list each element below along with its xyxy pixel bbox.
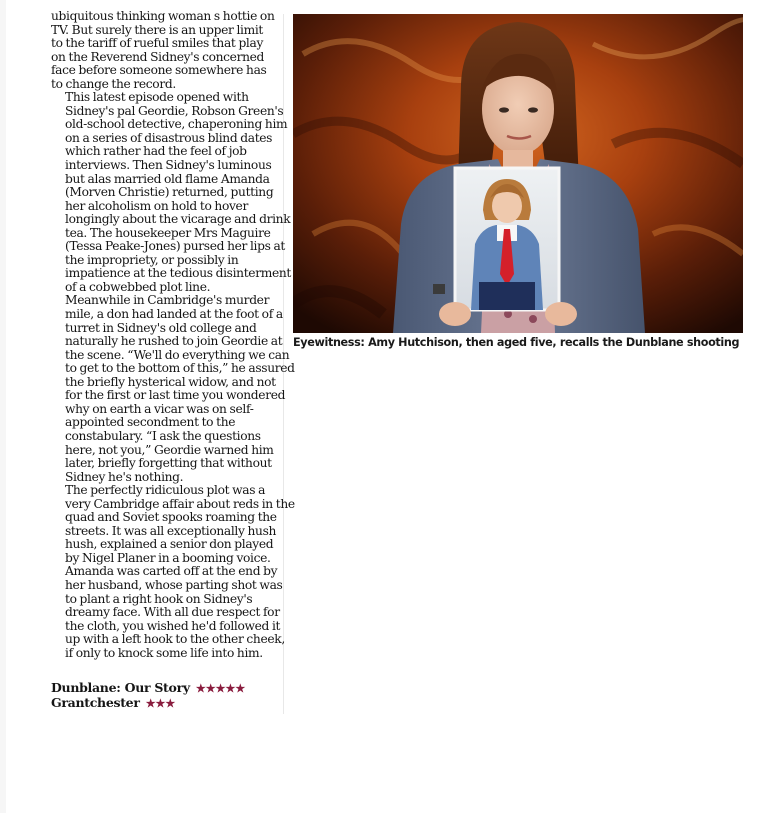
review-ratings — [51, 681, 283, 711]
rating-row — [51, 696, 283, 711]
text-line: if only to knock some life into him. — [65, 645, 263, 660]
text-line: Sidney's pal Geordie, Robson Green's — [65, 103, 284, 118]
text-line: her alcoholism on hold to hover — [65, 198, 248, 213]
rating-row — [51, 681, 283, 696]
page-edge-shadow — [0, 0, 6, 813]
text-line: naturally he rushed to join Geordie at — [65, 334, 283, 349]
text-line: appointed secondment to the — [65, 415, 236, 430]
text-line: to get to the bottom of this,” he assured — [65, 361, 295, 376]
star-rating-icon: ★★★ — [145, 697, 176, 710]
text-line: on the Reverend Sidney's concerned — [51, 49, 265, 64]
text-line: for the first or last time you wondered — [65, 388, 286, 403]
text-line: the scene. “We'll do everything we can — [65, 347, 290, 362]
text-line: face before someone somewhere has — [51, 63, 267, 78]
text-line: the cloth, you wished he'd followed it — [65, 618, 281, 633]
text-line: dreamy face. With all due respect for — [65, 605, 280, 620]
text-line: Meanwhile in Cambridge's murder — [65, 293, 270, 308]
text-line: old-school detective, chaperoning him — [65, 117, 288, 132]
text-line: by Nigel Planer in a booming voice. — [65, 550, 271, 565]
text-line: to change the record. — [51, 76, 176, 91]
text-line: later, briefly forgetting that without — [65, 456, 272, 471]
article-paragraph — [51, 483, 295, 660]
left-eye — [499, 107, 509, 112]
left-hand — [439, 302, 471, 326]
text-line: The perfectly ridiculous plot was a — [65, 483, 266, 498]
star-rating-icon: ★★★★★ — [195, 682, 246, 695]
text-line: on a series of disastrous blind dates — [65, 130, 273, 145]
text-line: Sidney he's nothing. — [65, 469, 184, 484]
text-line: the briefly hysterical widow, and not — [65, 374, 276, 389]
text-line: longingly about the vicarage and drink — [65, 212, 291, 227]
right-hand — [545, 302, 577, 326]
text-line: to plant a right hook on Sidney's — [65, 591, 253, 606]
text-line: quad and Soviet spooks roaming the — [65, 510, 277, 525]
text-line: up with a left hook to the other cheek, — [65, 632, 285, 647]
text-line: turret in Sidney's old college and — [65, 320, 257, 335]
text-line: (Tessa Peake-Jones) pursed her lips at — [65, 239, 285, 254]
text-line: tea. The housekeeper Mrs Maguire — [65, 225, 271, 240]
text-line: (Morven Christie) returned, putting — [65, 185, 274, 200]
photo-caption: Eyewitness: Amy Hutchison, then aged five, recalls the Dunblane shooting — [293, 336, 740, 349]
text-line: TV. But surely there is an upper limit — [51, 22, 263, 37]
text-line: ubiquitous thinking woman s hottie on — [51, 9, 275, 23]
article-paragraph — [51, 293, 295, 484]
text-line: but alas married old flame Amanda — [65, 171, 270, 186]
text-line: here, not you,” Geordie warned him — [65, 442, 274, 457]
text-line: the impropriety, or possibly in — [65, 252, 239, 267]
text-line: which rather had the feel of job — [65, 144, 247, 159]
article-paragraph — [51, 10, 283, 91]
text-line: constabulary. “I ask the questions — [65, 428, 261, 443]
text-line: Amanda was carted off at the end by — [65, 564, 278, 579]
text-line: mile, a don had landed at the foot of a — [65, 307, 283, 322]
text-line: impatience at the tedious disinterment — [65, 266, 291, 281]
text-line: very Cambridge affair about reds in the — [65, 496, 295, 511]
text-line: her husband, whose parting shot was — [65, 577, 283, 592]
text-line: of a cobwebbed plot line. — [65, 279, 211, 294]
text-line: This latest episode opened with — [65, 90, 249, 105]
article-photo — [293, 14, 743, 333]
text-line: why on earth a vicar was on self- — [65, 401, 254, 416]
portrait-illustration — [293, 14, 743, 333]
text-line: streets. It was all exceptionally hush — [65, 523, 277, 538]
text-line: to the tariff of rueful smiles that play — [51, 36, 264, 51]
rating-title: Grantchester — [51, 695, 140, 710]
text-line: interviews. Then Sidney's luminous — [65, 158, 272, 173]
text-line: hush, explained a senior don played — [65, 537, 274, 552]
wristband — [433, 284, 445, 294]
rating-title: Dunblane: Our Story — [51, 680, 190, 695]
article-paragraph — [51, 90, 291, 294]
article-column — [51, 9, 295, 660]
right-eye — [528, 107, 538, 112]
